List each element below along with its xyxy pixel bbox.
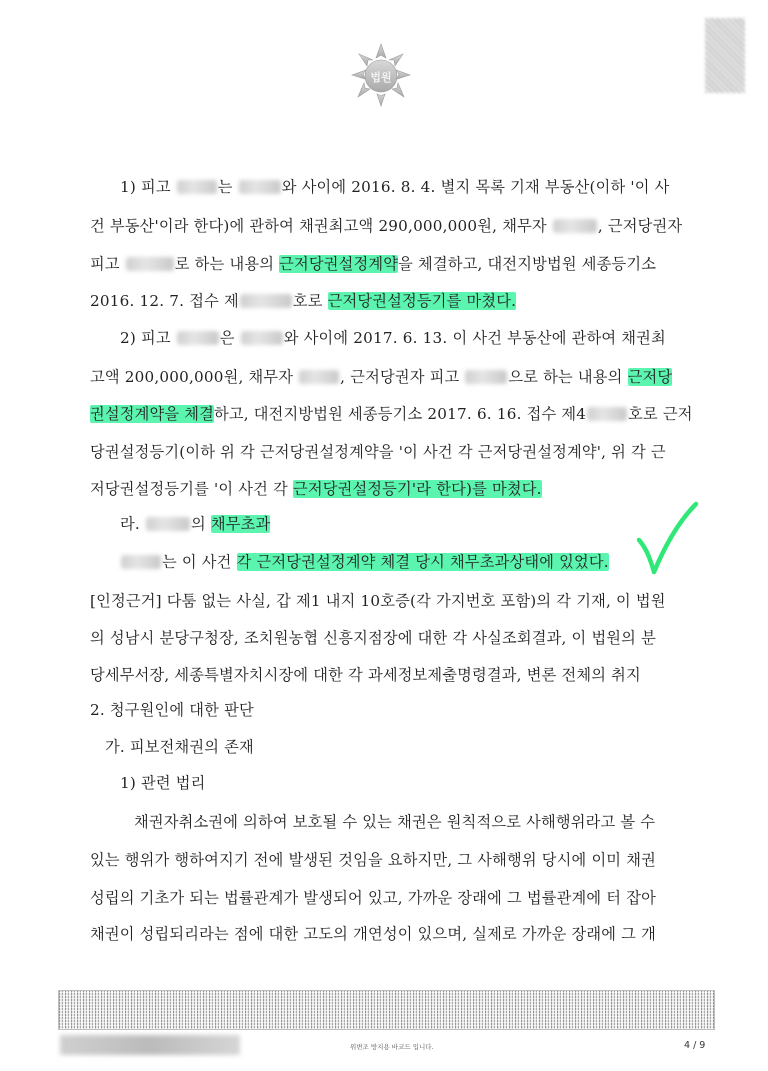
section-1-heading: 1) 관련 법리 (120, 774, 206, 792)
checkmark-icon (636, 500, 700, 578)
p1-line-4: 2016. 12. 7. 접수 제 호로 근저당권설정등기를 마쳤다. (90, 292, 517, 310)
p2-line-4: 당권설정등기(이하 위 각 근저당권설정계약을 '이 사건 각 근저당권설정계약', 위 각 근 (90, 443, 666, 461)
p2-line-2: 고액 200,000,000원, 채무자 , 근저당권자 피고 으로 하는 내용의 근저당 (90, 368, 673, 386)
redacted-name (241, 331, 283, 345)
redacted-name (121, 555, 161, 569)
highlight-mark: 채무초과 (210, 515, 271, 533)
section-ra-text: 는 이 사건 각 근저당권설정계약 체결 당시 채무초과상태에 있었다. (120, 551, 609, 573)
highlight-mark: 근저당권설정등기를 마쳤다. (327, 292, 517, 310)
p1-line-3: 피고 로 하는 내용의 근저당권설정계약을 체결하고, 대전지방법원 세종등기소 (90, 255, 657, 273)
highlight-mark: 근저당권설정계약 (279, 255, 399, 273)
basis-line-1: [인정근거] 다툼 없는 사실, 갑 제1 내지 10호증(각 가지번호 포함)의 각 기재, 이 법원 (90, 592, 666, 610)
highlight-mark: 권설정계약을 체결 (90, 405, 214, 423)
redacted-name (146, 517, 190, 531)
barcode-note: 위변조 방지용 바코드 입니다. (350, 1043, 434, 1051)
p1-line-2: 건 부동산'이라 한다)에 관하여 채권최고액 290,000,000원, 채무자 , 근저당권자 (90, 217, 683, 235)
p1-line-1: 1) 피고 는 와 사이에 2016. 8. 4. 별지 목록 기재 부동산(이하 '이 사 (120, 178, 670, 196)
redacted-name (177, 180, 217, 194)
law-line-1: 채권자취소권에 의하여 보호될 수 있는 채권은 원칙적으로 사해행위라고 볼 수 (134, 813, 656, 831)
redacted-name (465, 370, 507, 384)
law-line-3: 성립의 기초가 되는 법률관계가 발생되어 있고, 가까운 장래에 그 법률관계에 터 잡아 (90, 889, 656, 907)
highlight-mark: 근저당권설정등기'라 한다)를 마쳤다. (292, 480, 542, 498)
redacted-name (177, 331, 219, 345)
redacted-footer-id (60, 1035, 240, 1055)
redacted-number (240, 294, 292, 308)
redacted-name (553, 219, 597, 233)
basis-line-3: 당세무서장, 세종특별자치시장에 대한 각 과세정보제출명령결과, 변론 전체의 취지 (90, 666, 641, 684)
section-2-heading: 2. 청구원인에 대한 판단 (90, 701, 254, 719)
redacted-number (587, 407, 627, 421)
document-qr-code (705, 18, 745, 93)
page-number: 4 / 9 (684, 1040, 706, 1051)
p2-line-3: 권설정계약을 체결하고, 대전지방법원 세종등기소 2017. 6. 16. 접수 제4 호로 근저 (90, 405, 693, 423)
section-ga-heading: 가. 피보전채권의 존재 (105, 738, 254, 756)
redacted-name (126, 257, 174, 271)
basis-line-2: 의 성남시 분당구청장, 조치원농협 신흥지점장에 대한 각 사실조회결과, 이 법원의 분 (90, 629, 656, 647)
court-emblem-icon (350, 42, 412, 108)
svg-text:법원: 법원 (370, 71, 392, 84)
p2-line-1: 2) 피고 은 와 사이에 2017. 6. 13. 이 사건 부동산에 관하여 채권최 (120, 329, 666, 347)
highlight-mark: 근저당 (627, 368, 673, 386)
section-ra-heading: 라. 의 채무초과 (120, 515, 271, 533)
redacted-name (299, 370, 339, 384)
redacted-name (239, 180, 281, 194)
law-line-4: 채권이 성립되리라는 점에 대한 고도의 개연성이 있으며, 실제로 가까운 장래에 그 개 (90, 925, 656, 943)
highlight-mark: 각 근저당권설정계약 체결 당시 채무초과상태에 있었다. (236, 553, 609, 571)
law-line-2: 있는 행위가 행하여지기 전에 발생된 것임을 요하지만, 그 사해행위 당시에 이미 채권 (90, 851, 656, 869)
p2-line-5: 저당권설정등기를 '이 사건 각 근저당권설정등기'라 한다)를 마쳤다. (90, 480, 542, 498)
anti-forgery-barcode (58, 990, 715, 1030)
